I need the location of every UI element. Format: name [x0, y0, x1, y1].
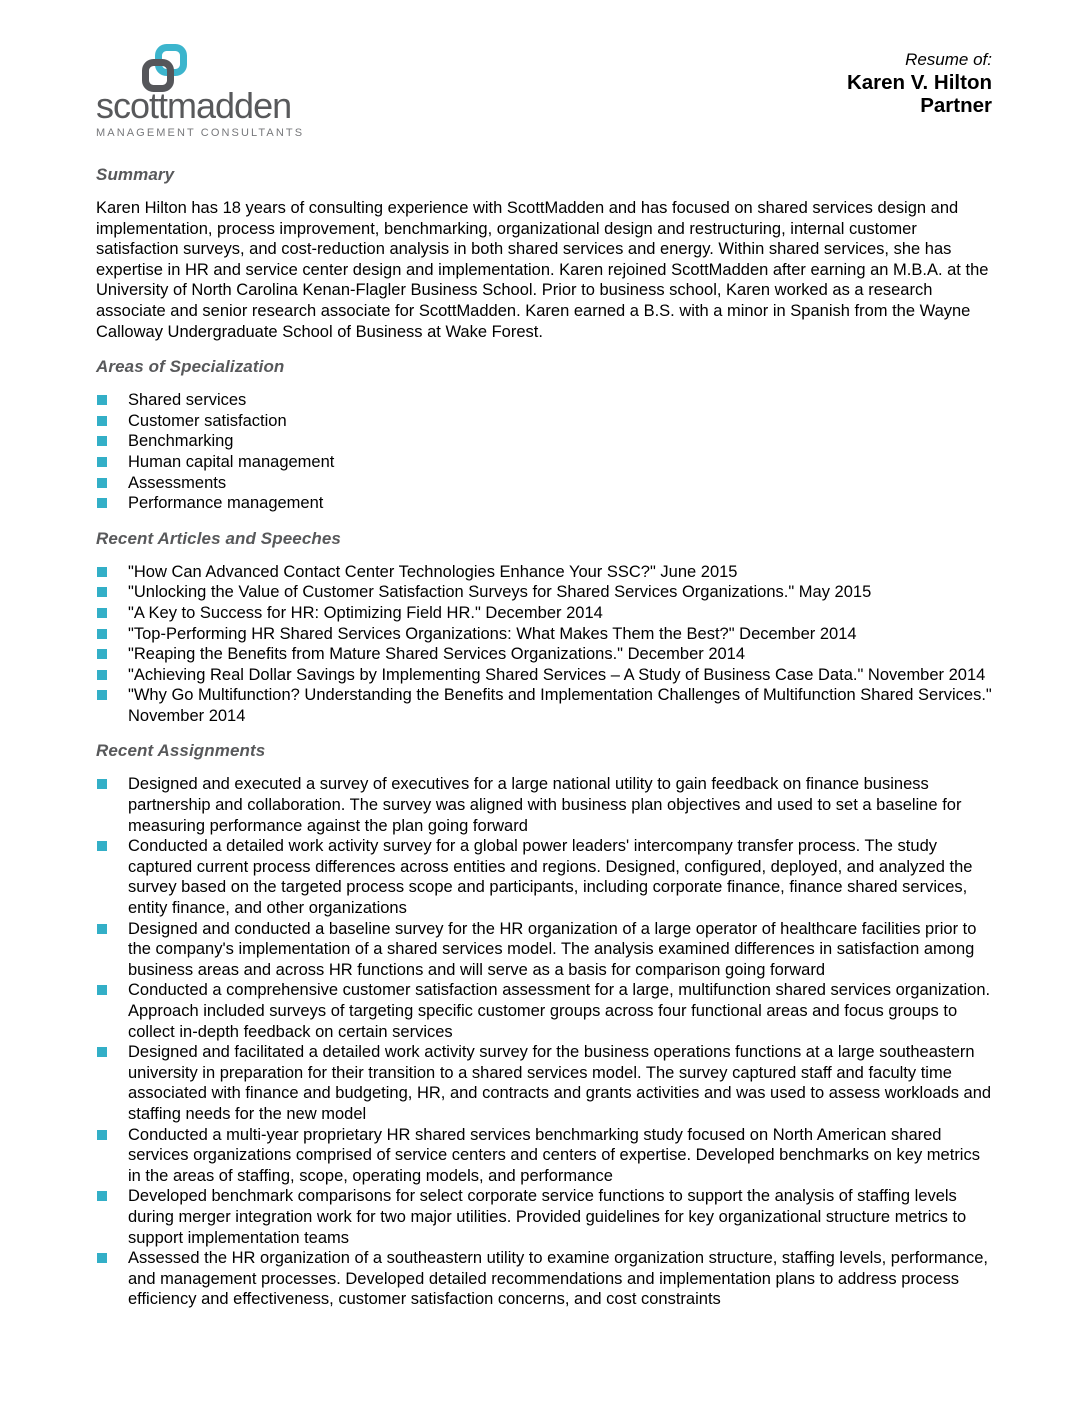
list-item-text: Assessed the HR organization of a southeastern utility to examine organization structure, staffing levels, performance, and management processes. Developed detailed recommendations and implementation plans to address process efficiency and effectiveness, customer satisfaction concerns, and cost constraints	[128, 1249, 988, 1309]
list-item	[96, 1186, 992, 1248]
list-item	[96, 685, 992, 726]
list-item	[96, 1125, 992, 1187]
specialization-list	[96, 390, 992, 514]
bullet-square-icon	[97, 924, 107, 934]
bullet-square-icon	[97, 457, 107, 467]
list-item	[96, 603, 992, 624]
assignments-heading: Recent Assignments	[96, 741, 266, 761]
bullet-square-icon	[97, 416, 107, 426]
bullet-square-icon	[97, 1047, 107, 1057]
specialization-heading: Areas of Specialization	[96, 357, 285, 377]
list-item-text: Human capital management	[128, 452, 335, 471]
list-item-text: "A Key to Success for HR: Optimizing Field HR." December 2014	[128, 603, 603, 622]
list-item	[96, 624, 992, 645]
list-item	[96, 644, 992, 665]
bullet-square-icon	[97, 841, 107, 851]
bullet-square-icon	[97, 1253, 107, 1263]
list-item-text: "Achieving Real Dollar Savings by Implementing Shared Services – A Study of Business Case Data." November 2014	[128, 665, 986, 684]
list-item	[96, 431, 992, 452]
bullet-square-icon	[97, 395, 107, 405]
list-item-text: "How Can Advanced Contact Center Technologies Enhance Your SSC?" June 2015	[128, 562, 738, 581]
person-name: Karen V. Hilton	[846, 71, 992, 94]
list-item	[96, 411, 992, 432]
bullet-square-icon	[97, 670, 107, 680]
list-item-text: Conducted a detailed work activity survey for a global power leaders' intercompany transfer process. The study captured current process differences across entities and regions. Designed, configured, deployed, and analyzed the survey based on the targeted process scope and participants, including corporate finance, finance shared services, entity finance, and other organizations	[128, 837, 973, 918]
list-item	[96, 1248, 992, 1310]
list-item-text: "Reaping the Benefits from Mature Shared Services Organizations." December 2014	[128, 645, 746, 664]
list-item-text: Assessments	[128, 473, 227, 492]
list-item	[96, 582, 992, 603]
list-item	[96, 390, 992, 411]
bullet-square-icon	[97, 567, 107, 577]
assignments-list	[96, 774, 992, 1309]
list-item	[96, 919, 992, 981]
bullet-square-icon	[97, 629, 107, 639]
list-item	[96, 774, 992, 836]
bullet-square-icon	[97, 498, 107, 508]
bullet-square-icon	[97, 779, 107, 789]
list-item-text: Designed and facilitated a detailed work activity survey for the business operations functions at a large southeastern university in preparation for their transition to a shared services model. The survey captured staff and faculty time associated with finance and budgeting, HR, and contracts and grants activities and was used to assess workloads and staffing needs for the new model	[128, 1043, 992, 1123]
list-item	[96, 836, 992, 918]
list-item	[96, 1042, 992, 1124]
section-articles	[96, 529, 992, 727]
list-item-text: Designed and conducted a baseline survey for the HR organization of a large operator of healthcare facilities prior to the company's implementation of a shared services model. The analysis examined differences in satisfaction among business areas and across HR functions and will serve as a basis for comparison going forward	[128, 919, 977, 979]
logo-wordmark: scottmadden	[96, 85, 292, 126]
bullet-square-icon	[97, 1191, 107, 1201]
list-item-text: Shared services	[128, 391, 247, 410]
list-item-text: "Top-Performing HR Shared Services Organizations: What Makes Them the Best?" December 2014	[128, 624, 857, 643]
section-specialization	[96, 357, 992, 514]
list-item-text: Benchmarking	[128, 432, 234, 451]
section-assignments	[96, 741, 992, 1309]
list-item	[96, 473, 992, 494]
list-item	[96, 980, 992, 1042]
articles-heading: Recent Articles and Speeches	[96, 528, 341, 548]
logo-tagline: MANAGEMENT CONSULTANTS	[96, 127, 305, 139]
resume-title-block	[847, 44, 992, 117]
list-item	[96, 493, 992, 514]
scottmadden-logo	[96, 44, 306, 139]
resume-of-label: Resume of:	[905, 50, 992, 69]
list-item-text: Conducted a multi-year proprietary HR shared services benchmarking study focused on North American shared services organizations comprised of service centers and centers of expertise. Developed benchmarks on key metrics in the areas of staffing, scope, operating models, and performance	[128, 1125, 980, 1185]
section-summary	[96, 165, 992, 342]
list-item	[96, 452, 992, 473]
summary-paragraph: Karen Hilton has 18 years of consulting experience with ScottMadden and has focused on shared services design and implementation, process improvement, benchmarking, organizational design and restructuring, internal customer satisfaction surveys, and cost-reduction analysis in both shared services and energy. Within shared services, she has expertise in HR and service center design and implementation. Karen rejoined ScottMadden after earning an M.B.A. at the University of North Carolina Kenan-Flagler Business School. Prior to business school, Karen worked as a research associate and senior research associate for ScottMadden. Karen earned a B.S. with a minor in Spanish from the Wayne Calloway Undergraduate School of Business at Wake Forest.	[96, 199, 989, 341]
list-item-text: Conducted a comprehensive customer satisfaction assessment for a large, multifunction shared services organization. Approach included surveys of targeting specific customer groups across four functional areas and focus groups to collect in-depth feedback on certain services	[128, 981, 991, 1041]
person-title: Partner	[920, 94, 992, 117]
bullet-square-icon	[97, 587, 107, 597]
list-item-text: "Unlocking the Value of Customer Satisfaction Surveys for Shared Services Organizations." May 2015	[128, 583, 872, 602]
list-item-text: Developed benchmark comparisons for select corporate service functions to support the analysis of staffing levels during merger integration work for two major utilities. Provided guidelines for key organizational structure metrics to support implementation teams	[128, 1187, 967, 1247]
page-header	[96, 44, 992, 139]
articles-list	[96, 562, 992, 727]
summary-heading: Summary	[96, 165, 175, 184]
list-item	[96, 665, 992, 686]
bullet-square-icon	[97, 690, 107, 700]
bullet-square-icon	[97, 478, 107, 488]
bullet-square-icon	[97, 436, 107, 446]
bullet-square-icon	[97, 649, 107, 659]
bullet-square-icon	[97, 608, 107, 618]
bullet-square-icon	[97, 1130, 107, 1140]
list-item	[96, 562, 992, 583]
list-item-text: "Why Go Multifunction? Understanding the Benefits and Implementation Challenges of Multifunction Shared Services." November 2014	[128, 686, 992, 725]
list-item-text: Performance management	[128, 494, 324, 513]
list-item-text: Customer satisfaction	[128, 411, 287, 430]
list-item-text: Designed and executed a survey of executives for a large national utility to gain feedback on finance business partnership and collaboration. The survey was aligned with business plan objectives and used to set a baseline for measuring performance against the plan going forward	[128, 775, 962, 835]
bullet-square-icon	[97, 985, 107, 995]
